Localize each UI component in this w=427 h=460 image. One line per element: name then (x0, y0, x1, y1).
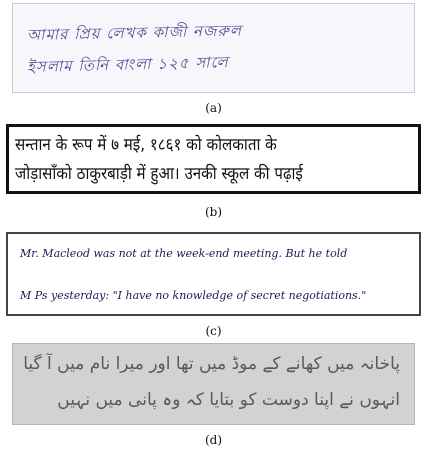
handwriting-sample-bengali (12, 3, 415, 93)
english-line-2: M Ps yesterday: "I have no knowledge of secret negotiations." (20, 289, 367, 302)
urdu-line-1: پاخانہ میں کھانے کے موڈ میں تھا اور میرا نام میں آ گیا (23, 354, 400, 374)
bengali-line-1: আমার প্রিয় লেখক কাজী নজরুল (26, 21, 243, 44)
english-line-1: Mr. Macleod was not at the week-end meeting. But he told (20, 247, 348, 260)
handwriting-sample-english (6, 232, 421, 316)
caption-b: (b) (204, 205, 223, 219)
hindi-line-1: सन्तान के रूप में ७ मई, १८६१ को कोलकाता के (15, 135, 277, 155)
handwriting-sample-hindi (6, 124, 421, 194)
hindi-line-2: जोड़ासाँको ठाकुरबाड़ी में हुआ। उनकी स्कूल की पढ़ाई (15, 164, 303, 184)
handwriting-sample-urdu (12, 343, 415, 425)
caption-c: (c) (205, 324, 222, 338)
caption-d: (d) (204, 433, 223, 447)
caption-a: (a) (205, 101, 222, 115)
bengali-line-2: ইসলাম তিনি বাংলা ১২৫ সালে (26, 53, 229, 76)
urdu-line-2: انہوں نے اپنا دوست کو بتایا کہ وہ پانی میں نہیں (57, 390, 400, 410)
